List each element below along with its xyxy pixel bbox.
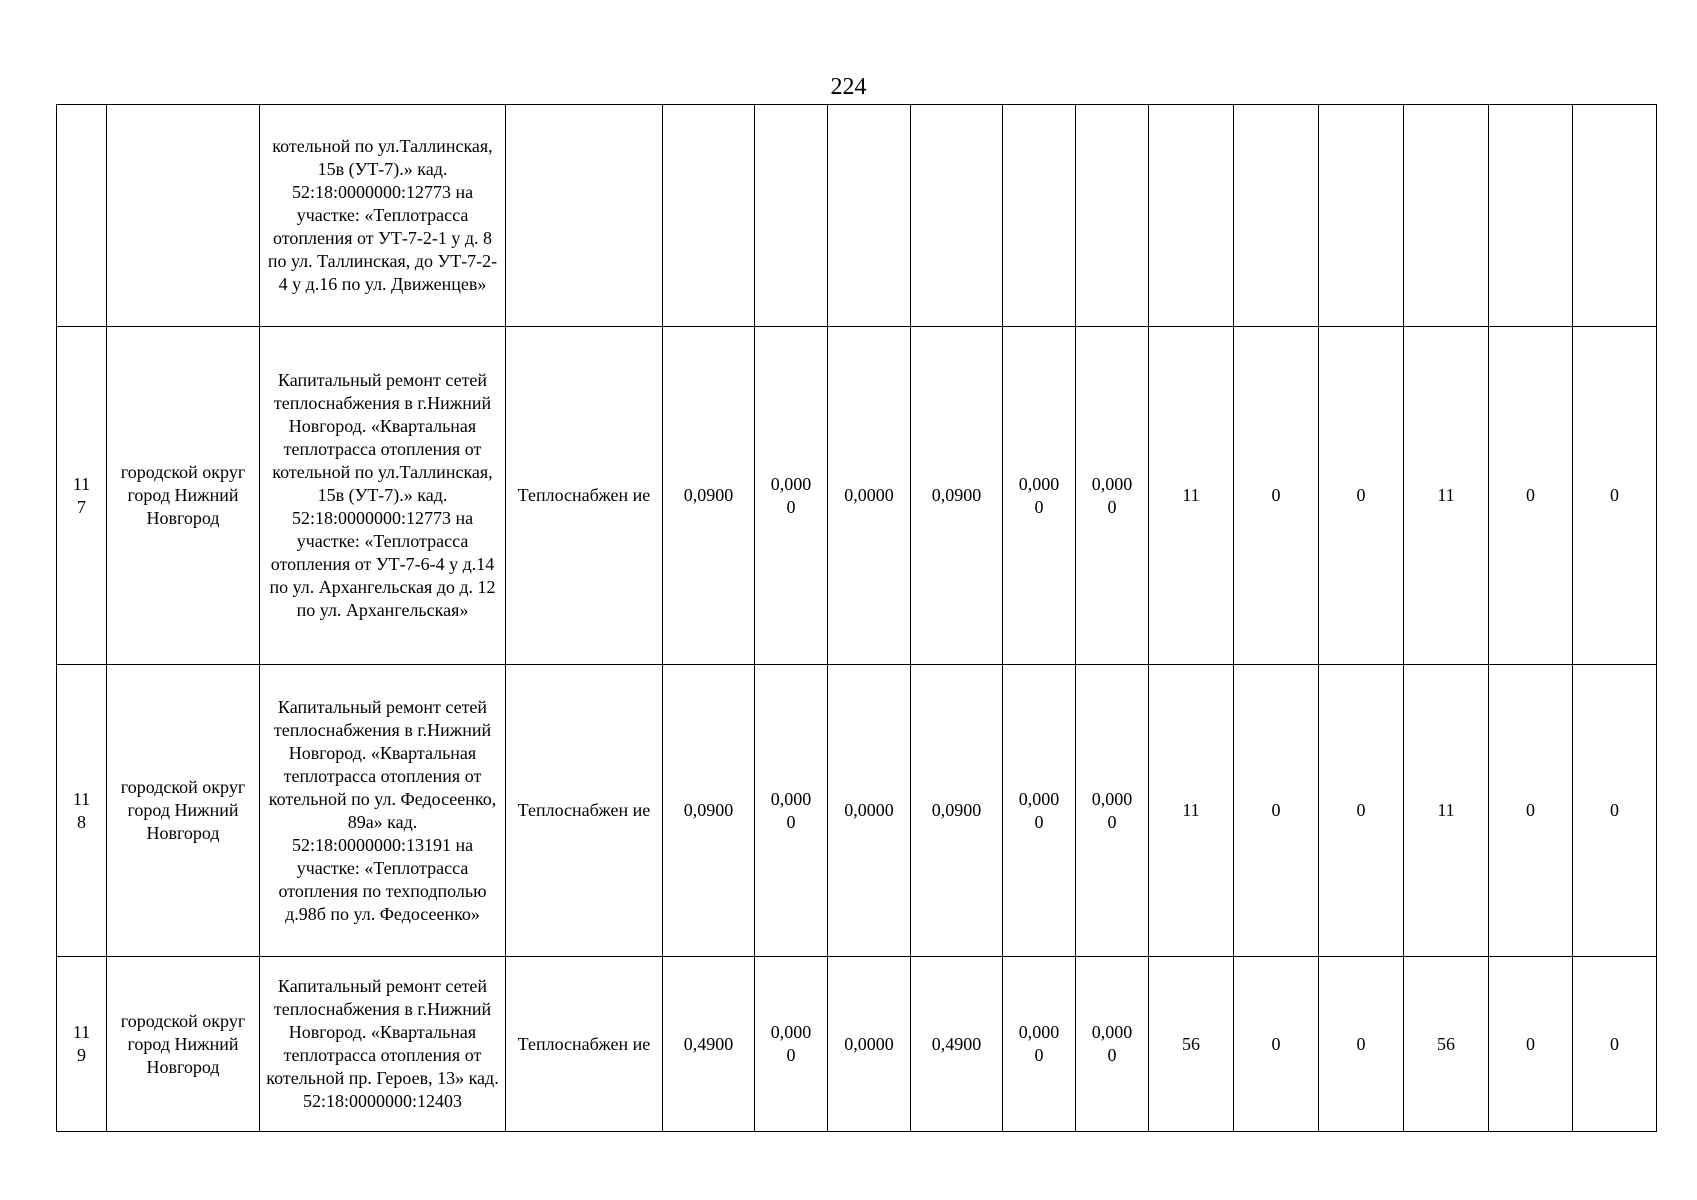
description-cell: Капитальный ремонт сетей теплоснабжения в г.Нижний Новгород. «Квартальная теплотрасса отопления от котельной по ул.Таллинская, 15в (УТ-7).» кад. 52:18:0000000:12773 на участке: «Теплотрасса отопления от УТ-7-6-4 у д.14 по ул. Архангельская до д. 12 по ул. Архангельская» xyxy=(260,327,506,665)
row-number-cell: 11 8 xyxy=(57,665,107,957)
data-table xyxy=(56,104,1657,1132)
value-cell: 0 xyxy=(1234,327,1319,665)
value-cell xyxy=(663,105,755,327)
value-cell: 0,000 0 xyxy=(755,665,828,957)
value-cell: 11 xyxy=(1149,665,1234,957)
value-cell: 0 xyxy=(1319,957,1404,1132)
value-cell: 56 xyxy=(1404,957,1489,1132)
value-cell: 0,000 0 xyxy=(1003,327,1076,665)
value-cell: 0 xyxy=(1319,327,1404,665)
row-number-cell xyxy=(57,105,107,327)
value-cell: 0,000 0 xyxy=(1076,665,1149,957)
value-cell: 0,000 0 xyxy=(755,327,828,665)
description-cell: Капитальный ремонт сетей теплоснабжения в г.Нижний Новгород. «Квартальная теплотрасса отопления от котельной по ул. Федосеенко, 89а» кад. 52:18:0000000:13191 на участке: «Теплотрасса отопления по техподполью д.98б по ул. Федосеенко» xyxy=(260,665,506,957)
table-row xyxy=(57,665,1657,957)
table-row xyxy=(57,327,1657,665)
description-cell: Капитальный ремонт сетей теплоснабжения в г.Нижний Новгород. «Квартальная теплотрасса отопления от котельной пр. Героев, 13» кад. 52:18:0000000:12403 xyxy=(260,957,506,1132)
description-cell: котельной по ул.Таллинская, 15в (УТ-7).» кад. 52:18:0000000:12773 на участке: «Теплотрасса отопления от УТ-7-2-1 у д. 8 по ул. Таллинская, до УТ-7-2-4 у д.16 по ул. Движенцев» xyxy=(260,105,506,327)
value-cell: 0,000 0 xyxy=(1076,957,1149,1132)
value-cell: 0,000 0 xyxy=(755,957,828,1132)
value-cell xyxy=(1573,105,1657,327)
sector-cell xyxy=(506,105,663,327)
value-cell: 0,4900 xyxy=(663,957,755,1132)
value-cell xyxy=(1149,105,1234,327)
value-cell: 0 xyxy=(1234,957,1319,1132)
value-cell xyxy=(1319,105,1404,327)
value-cell xyxy=(1076,105,1149,327)
value-cell: 0 xyxy=(1319,665,1404,957)
value-cell: 0 xyxy=(1489,327,1573,665)
value-cell: 0 xyxy=(1489,957,1573,1132)
value-cell xyxy=(911,105,1003,327)
table-row xyxy=(57,105,1657,327)
value-cell xyxy=(1234,105,1319,327)
row-number-cell: 11 9 xyxy=(57,957,107,1132)
value-cell: 0 xyxy=(1489,665,1573,957)
value-cell: 0,000 0 xyxy=(1076,327,1149,665)
value-cell: 0,0900 xyxy=(663,327,755,665)
sector-cell: Теплоснабжен ие xyxy=(506,957,663,1132)
value-cell: 11 xyxy=(1149,327,1234,665)
value-cell xyxy=(1003,105,1076,327)
value-cell: 11 xyxy=(1404,665,1489,957)
value-cell: 0 xyxy=(1573,665,1657,957)
value-cell: 0 xyxy=(1234,665,1319,957)
sector-cell: Теплоснабжен ие xyxy=(506,665,663,957)
municipality-cell: городской округ город Нижний Новгород xyxy=(107,665,260,957)
value-cell: 56 xyxy=(1149,957,1234,1132)
sector-cell: Теплоснабжен ие xyxy=(506,327,663,665)
value-cell: 0,0000 xyxy=(828,665,911,957)
value-cell xyxy=(1404,105,1489,327)
page-number: 224 xyxy=(830,74,867,100)
municipality-cell: городской округ город Нижний Новгород xyxy=(107,327,260,665)
value-cell xyxy=(755,105,828,327)
value-cell: 11 xyxy=(1404,327,1489,665)
value-cell: 0,0000 xyxy=(828,957,911,1132)
row-number-cell: 11 7 xyxy=(57,327,107,665)
value-cell: 0,0900 xyxy=(663,665,755,957)
municipality-cell: городской округ город Нижний Новгород xyxy=(107,957,260,1132)
value-cell: 0,0900 xyxy=(911,327,1003,665)
value-cell: 0,0000 xyxy=(828,327,911,665)
value-cell: 0,0900 xyxy=(911,665,1003,957)
municipality-cell xyxy=(107,105,260,327)
value-cell: 0,4900 xyxy=(911,957,1003,1132)
value-cell: 0 xyxy=(1573,327,1657,665)
value-cell xyxy=(828,105,911,327)
value-cell: 0 xyxy=(1573,957,1657,1132)
value-cell: 0,000 0 xyxy=(1003,957,1076,1132)
table-row xyxy=(57,957,1657,1132)
value-cell: 0,000 0 xyxy=(1003,665,1076,957)
value-cell xyxy=(1489,105,1573,327)
